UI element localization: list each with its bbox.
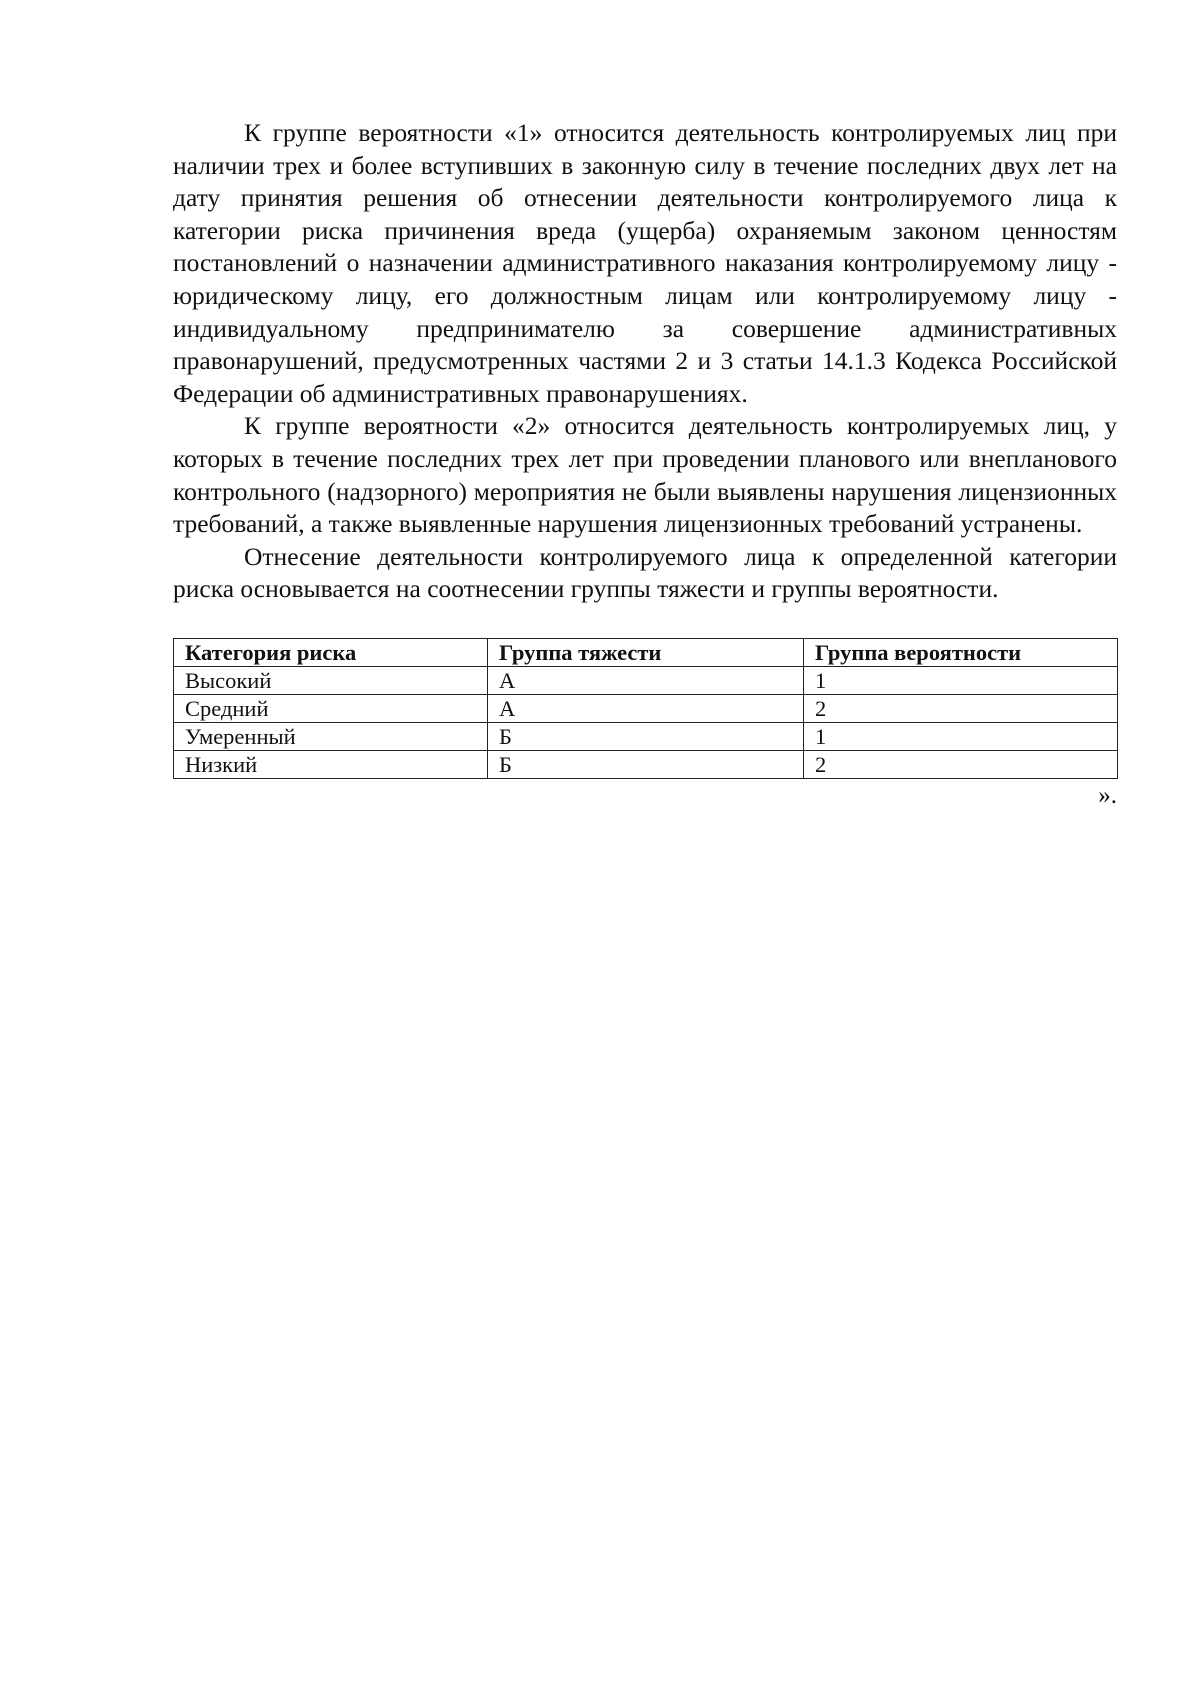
- cell-probability-group: 2: [804, 694, 1118, 722]
- header-risk-category: Категория риска: [174, 638, 488, 666]
- cell-risk-category: Низкий: [174, 750, 488, 778]
- header-probability-group: Группа вероятности: [804, 638, 1118, 666]
- cell-probability-group: 1: [804, 666, 1118, 694]
- cell-severity-group: А: [488, 694, 804, 722]
- table-row: [174, 722, 1118, 750]
- paragraph-probability-group-2: К группе вероятности «2» относится деятельность контролируемых лиц, у которых в течение последних трех лет при проведении планового или внепланового контрольного (надзорного) мероприятия не были выявлены нарушения лицензионных требований, а также выявленные нарушения лицензионных требований устранены.: [173, 411, 1117, 539]
- table-header-row: [174, 638, 1118, 666]
- header-severity-group: Группа тяжести: [488, 638, 804, 666]
- cell-severity-group: Б: [488, 750, 804, 778]
- table-row: [174, 666, 1118, 694]
- cell-risk-category: Высокий: [174, 666, 488, 694]
- cell-probability-group: 2: [804, 750, 1118, 778]
- cell-risk-category: Умеренный: [174, 722, 488, 750]
- table-row: [174, 750, 1118, 778]
- cell-severity-group: Б: [488, 722, 804, 750]
- cell-risk-category: Средний: [174, 694, 488, 722]
- risk-category-table: [173, 638, 1118, 779]
- paragraph-risk-category-basis: Отнесение деятельности контролируемого лица к определенной категории риска основывается на соотнесении группы тяжести и группы вероятности.: [173, 541, 1117, 604]
- cell-severity-group: А: [488, 666, 804, 694]
- table-row: [174, 694, 1118, 722]
- cell-probability-group: 1: [804, 722, 1118, 750]
- paragraph-probability-group-1: К группе вероятности «1» относится деятельность контролируемых лиц при наличии трех и более вступивших в законную силу в течение последних двух лет на дату принятия решения об отнесении деятельности контролируемого лица к категории риска причинения вреда (ущерба) охраняемым законом ценностям постановлений о назначении административного наказания контролируемому лицу - юридическому лицу, его должностным лицам или контролируемому лицу - индивидуальному предпринимателю за совершение административных правонарушений, предусмотренных частями 2 и 3 статьи 14.1.3 Кодекса Российской Федерации об административных правонарушениях.: [173, 118, 1117, 408]
- document-body: [173, 117, 1117, 811]
- closing-quote-mark: ».: [1098, 781, 1117, 809]
